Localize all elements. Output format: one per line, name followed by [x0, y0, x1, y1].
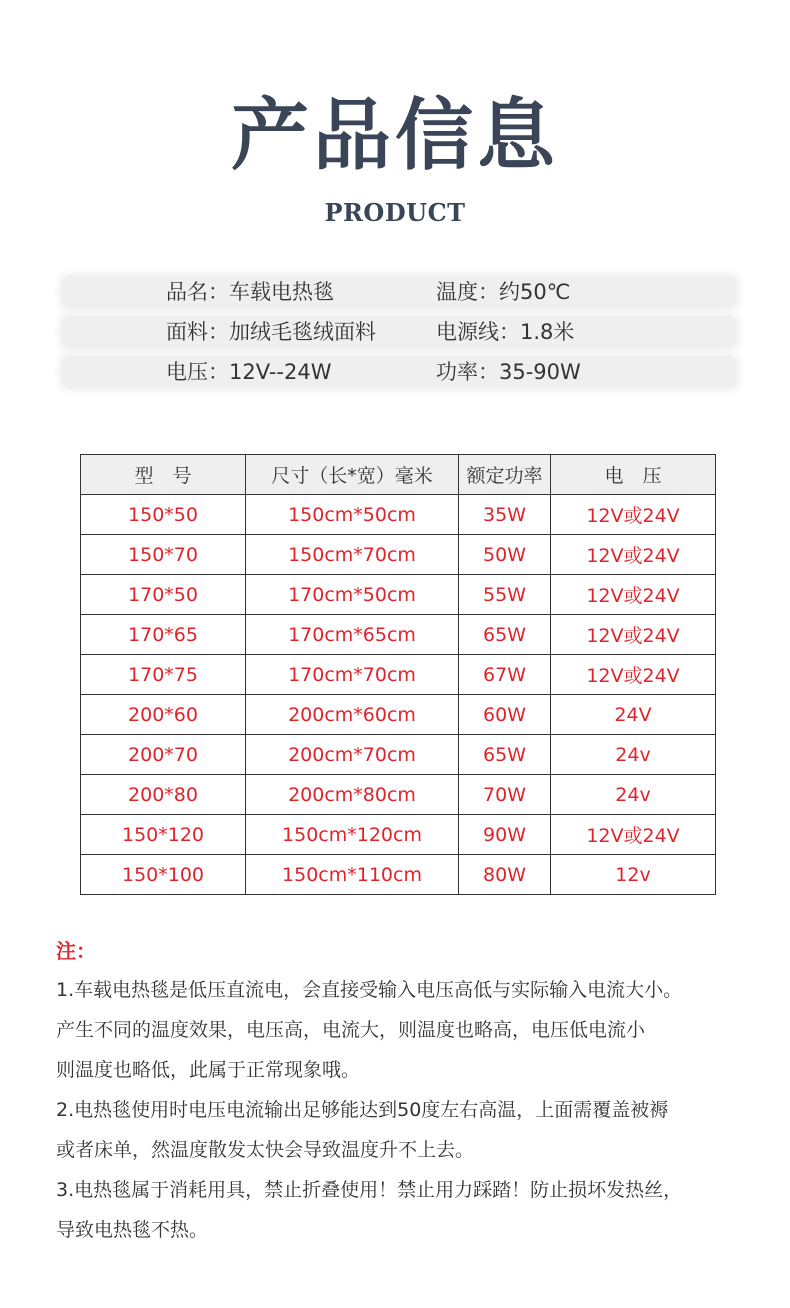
cell-voltage: 12V或24V [551, 815, 716, 855]
cell-size: 170cm*65cm [246, 615, 459, 655]
cell-model: 170*65 [81, 615, 246, 655]
cell-voltage: 24v [551, 775, 716, 815]
cell-power: 65W [459, 735, 551, 775]
cell-model: 200*60 [81, 695, 246, 735]
cell-model: 150*50 [81, 495, 246, 535]
cell-voltage: 24v [551, 735, 716, 775]
table-row [81, 495, 716, 535]
spec-table [80, 454, 716, 895]
cell-power: 90W [459, 815, 551, 855]
cell-power: 35W [459, 495, 551, 535]
cell-size: 150cm*110cm [246, 855, 459, 895]
notes-heading: 注： [56, 939, 96, 963]
cell-power: 55W [459, 575, 551, 615]
cell-power: 50W [459, 535, 551, 575]
notes-body [56, 970, 756, 1250]
cell-size: 200cm*60cm [246, 695, 459, 735]
table-row [81, 815, 716, 855]
table-header-row [81, 455, 716, 495]
cell-size: 150cm*70cm [246, 535, 459, 575]
table-row [81, 855, 716, 895]
info-product-name: 品名：车载电热毯 [166, 280, 334, 304]
cell-voltage: 12V或24V [551, 535, 716, 575]
note-line: 3.电热毯属于消耗用具，禁止折叠使用！禁止用力踩踏！防止损坏发热丝， [56, 1179, 683, 1201]
table-row [81, 575, 716, 615]
header-rated-power: 额定功率 [459, 455, 551, 495]
cell-model: 170*50 [81, 575, 246, 615]
info-row-fabric [62, 316, 736, 348]
header-voltage: 电 压 [551, 455, 716, 495]
note-line: 或者床单，然温度散发太快会导致温度升不上去。 [56, 1139, 475, 1161]
cell-size: 200cm*80cm [246, 775, 459, 815]
page-subtitle: PRODUCT [324, 198, 466, 227]
info-row-name [62, 276, 736, 308]
info-temperature: 温度：约50℃ [436, 280, 571, 304]
cell-model: 200*70 [81, 735, 246, 775]
table-row [81, 735, 716, 775]
cell-model: 150*120 [81, 815, 246, 855]
note-line: 则温度也略低，此属于正常现象哦。 [56, 1059, 361, 1081]
cell-model: 200*80 [81, 775, 246, 815]
table-row [81, 655, 716, 695]
note-line: 1.车载电热毯是低压直流电，会直接受输入电压高低与实际输入电流大小。 [56, 979, 683, 1001]
cell-power: 65W [459, 615, 551, 655]
page-title: 产品信息 [230, 91, 559, 181]
cell-voltage: 24V [551, 695, 716, 735]
cell-voltage: 12V或24V [551, 495, 716, 535]
cell-size: 170cm*70cm [246, 655, 459, 695]
header-model: 型 号 [81, 455, 246, 495]
table-row [81, 615, 716, 655]
note-line: 2.电热毯使用时电压电流输出足够能达到50度左右高温，上面需覆盖被褥 [56, 1099, 669, 1121]
info-row-voltage [62, 356, 736, 388]
table-row [81, 535, 716, 575]
header-size: 尺寸（长*宽）毫米 [246, 455, 459, 495]
cell-size: 200cm*70cm [246, 735, 459, 775]
info-voltage: 电压：12V--24W [166, 360, 332, 384]
info-fabric: 面料：加绒毛毯绒面料 [166, 320, 376, 344]
table-row [81, 775, 716, 815]
cell-voltage: 12V或24V [551, 655, 716, 695]
cell-size: 150cm*120cm [246, 815, 459, 855]
note-line: 导致电热毯不热。 [56, 1219, 209, 1241]
cell-power: 70W [459, 775, 551, 815]
info-power-cord: 电源线：1.8米 [436, 320, 575, 344]
info-power: 功率：35-90W [436, 360, 581, 384]
table-row [81, 695, 716, 735]
cell-model: 170*75 [81, 655, 246, 695]
cell-size: 170cm*50cm [246, 575, 459, 615]
cell-model: 150*70 [81, 535, 246, 575]
cell-voltage: 12V或24V [551, 615, 716, 655]
cell-power: 67W [459, 655, 551, 695]
cell-model: 150*100 [81, 855, 246, 895]
cell-voltage: 12V或24V [551, 575, 716, 615]
cell-power: 80W [459, 855, 551, 895]
note-line: 产生不同的温度效果，电压高，电流大，则温度也略高，电压低电流小 [56, 1019, 646, 1041]
cell-voltage: 12v [551, 855, 716, 895]
cell-size: 150cm*50cm [246, 495, 459, 535]
cell-power: 60W [459, 695, 551, 735]
